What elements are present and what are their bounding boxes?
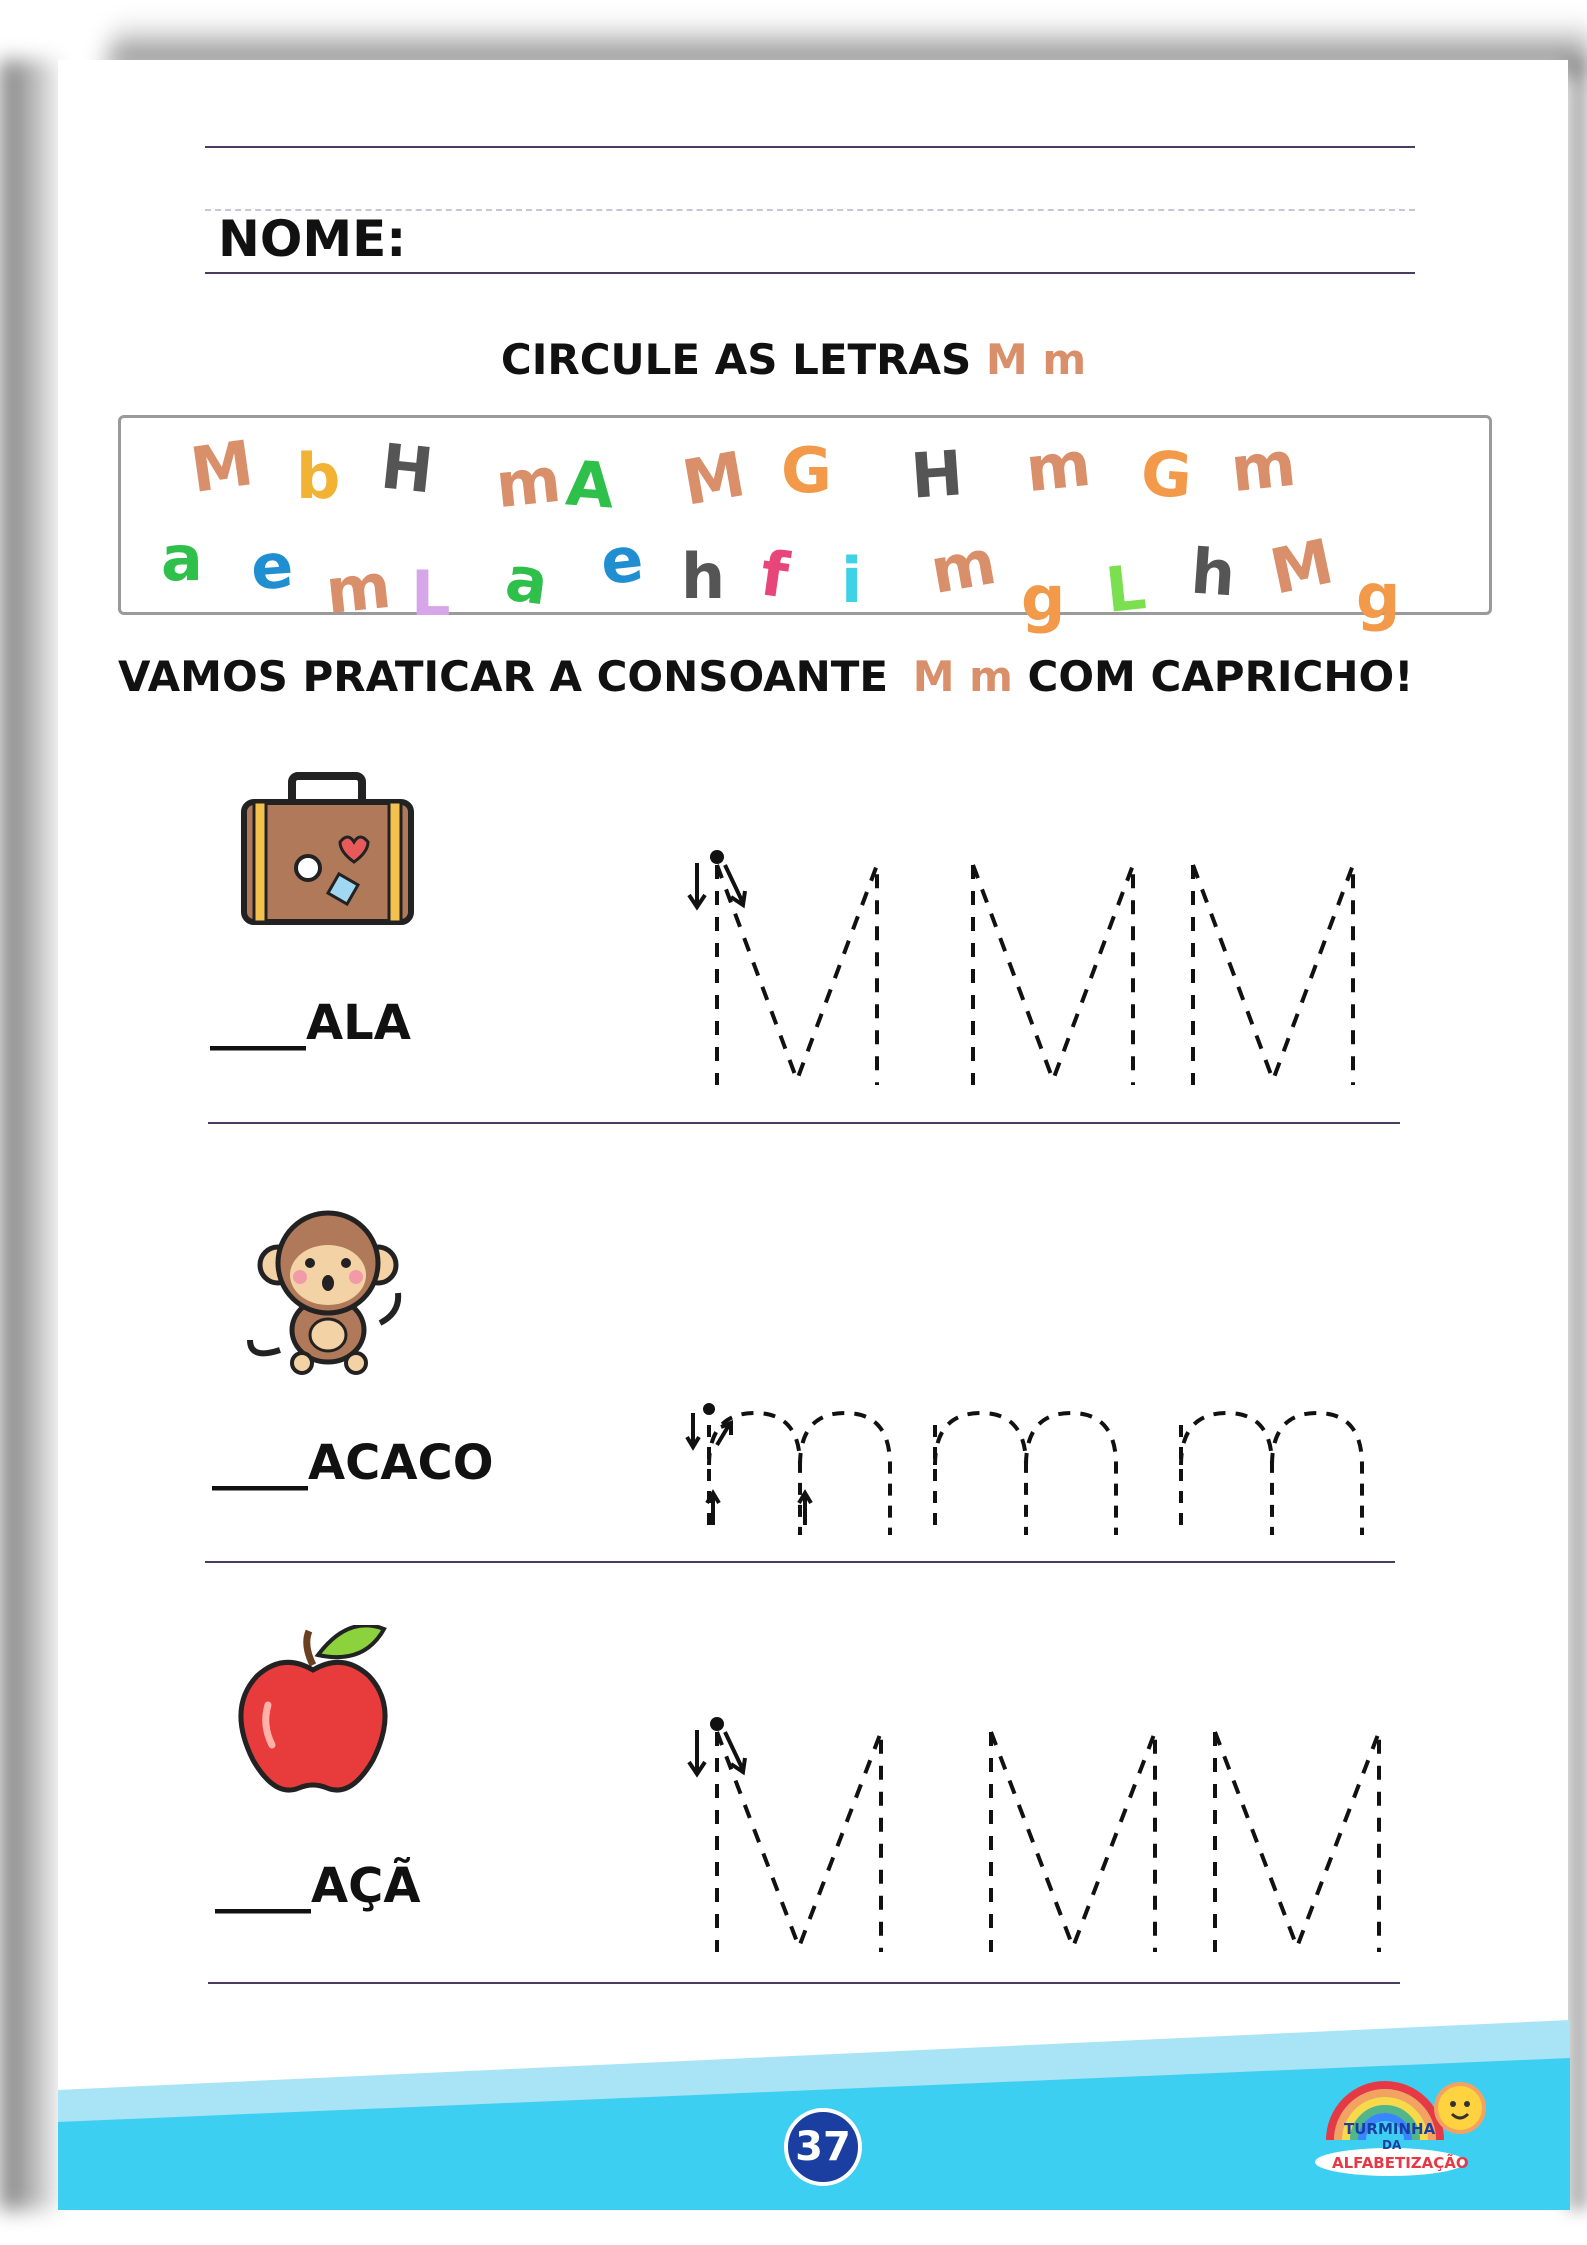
row1-letter-4[interactable]: m xyxy=(492,442,565,523)
blank: ____ xyxy=(210,995,306,1051)
row1-letter-11[interactable]: m xyxy=(1227,426,1300,507)
row2-letter-13[interactable]: h xyxy=(1188,534,1238,611)
circle-title-text: CIRCULE AS LETRAS xyxy=(500,335,972,384)
divider-3 xyxy=(208,1982,1400,1984)
circle-title xyxy=(0,335,1587,384)
row2-letter-4[interactable]: L xyxy=(411,557,451,630)
word-ending: ALA xyxy=(306,995,411,1051)
divider-1 xyxy=(208,1122,1400,1124)
word-ending: AÇÃ xyxy=(311,1858,421,1914)
row1-letter-8[interactable]: H xyxy=(908,436,966,513)
row1-letter-3[interactable]: H xyxy=(377,429,437,508)
trace-uppercase-m-row-2[interactable] xyxy=(685,1712,1395,1957)
practice-title-letters: M m xyxy=(912,652,1013,701)
exercise-1-word[interactable] xyxy=(210,995,411,1051)
row1-letter-5[interactable]: A xyxy=(563,446,617,523)
row2-letter-1[interactable]: a xyxy=(161,522,203,595)
practice-title-text: VAMOS PRATICAR A CONSOANTE xyxy=(118,652,889,701)
apple-icon xyxy=(238,1625,393,1795)
practice-title xyxy=(118,652,1413,701)
row1-letter-2[interactable]: b xyxy=(296,440,341,513)
row2-letter-7[interactable]: h xyxy=(681,540,726,613)
row1-letter-9[interactable]: m xyxy=(1022,426,1095,507)
trace-uppercase-m-row-1[interactable] xyxy=(685,845,1385,1090)
exercise-2-word[interactable] xyxy=(212,1435,494,1491)
row2-letter-15[interactable]: g xyxy=(1356,560,1401,633)
logo-line-3: ALFABETIZAÇÃO xyxy=(1332,2154,1469,2172)
practice-title-suffix: COM CAPRICHO! xyxy=(1027,652,1414,701)
row1-letter-10[interactable]: G xyxy=(1138,436,1195,513)
row2-letter-2[interactable]: e xyxy=(248,528,296,605)
row2-letter-11[interactable]: g xyxy=(1021,562,1066,635)
divider-2 xyxy=(205,1561,1395,1563)
row2-letter-6[interactable]: e xyxy=(597,522,647,600)
row2-letter-8[interactable]: f xyxy=(756,536,794,613)
circle-title-letters: M m xyxy=(985,335,1087,384)
blank: ____ xyxy=(215,1858,311,1914)
row2-letter-10[interactable]: m xyxy=(925,524,1002,609)
row1-letter-1[interactable]: M xyxy=(186,426,258,507)
row1-letter-7[interactable]: G xyxy=(781,434,832,507)
row1-letter-6[interactable]: M xyxy=(677,437,751,520)
row2-letter-9[interactable]: i xyxy=(841,544,863,617)
name-label: NOME: xyxy=(218,210,407,268)
blank: ____ xyxy=(212,1435,308,1491)
trace-lowercase-m-row[interactable] xyxy=(685,1395,1385,1540)
row2-letter-12[interactable]: L xyxy=(1102,550,1150,627)
monkey-icon xyxy=(240,1205,415,1375)
top-line xyxy=(205,146,1415,148)
word-ending: ACACO xyxy=(308,1435,494,1491)
logo-line-1: TURMINHA xyxy=(1344,2120,1436,2138)
logo-line-2: DA xyxy=(1382,2138,1402,2152)
name-line[interactable] xyxy=(205,272,1415,274)
row2-letter-14[interactable]: M xyxy=(1263,524,1340,609)
page-number-badge: 37 xyxy=(784,2108,862,2186)
letters-box xyxy=(118,415,1492,635)
exercise-3-word[interactable] xyxy=(215,1858,421,1914)
suitcase-icon xyxy=(240,772,415,927)
row2-letter-5[interactable]: a xyxy=(501,541,553,620)
turminha-logo xyxy=(1310,2070,1500,2180)
row2-letter-3[interactable]: m xyxy=(322,548,395,629)
